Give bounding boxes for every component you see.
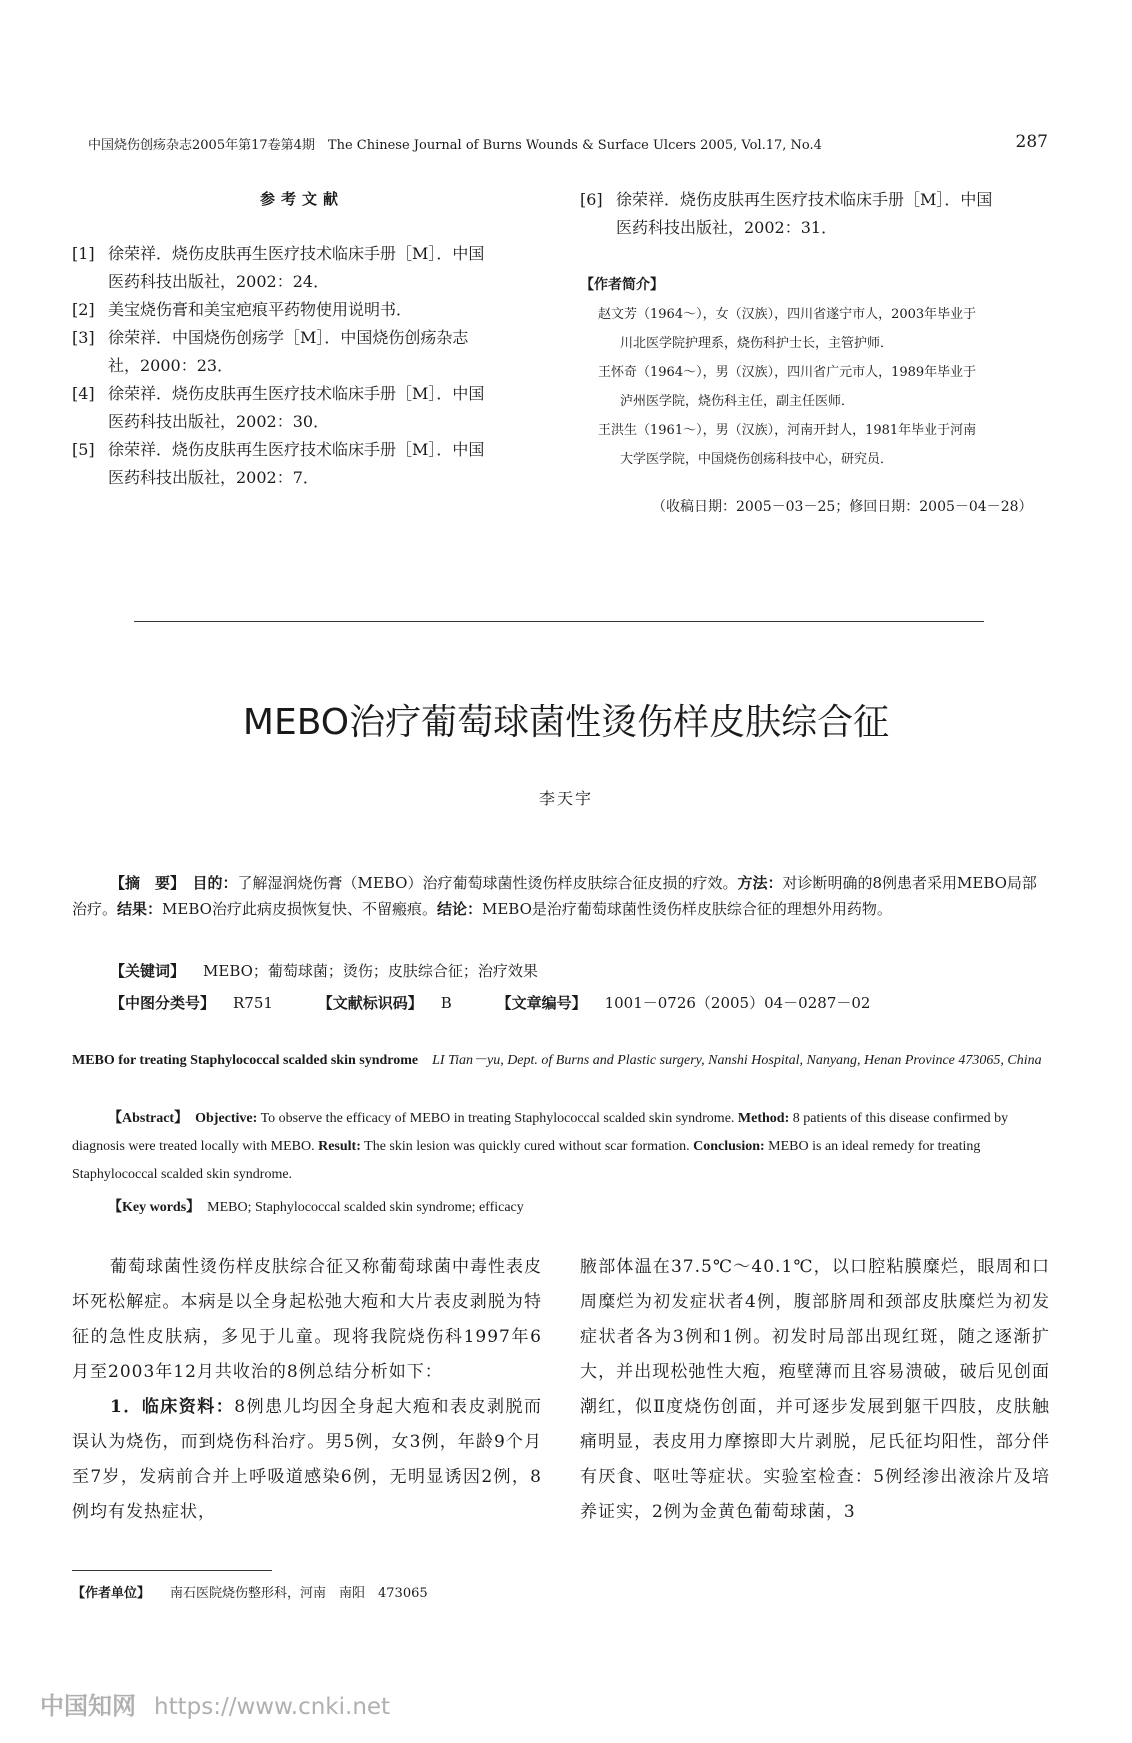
reference-item: [5] 徐荣祥．烧伤皮肤再生医疗技术临床手册［M］．中国 医药科技出版社，2002：7． bbox=[72, 440, 485, 487]
references-title: 参考文献 bbox=[260, 190, 345, 208]
reference-item: [3] 徐荣祥．中国烧伤创疡学［M］．中国烧伤创疡杂志 社，2000：23． bbox=[72, 328, 469, 375]
body-paragraph: 腋部体温在37.5℃～40.1℃，以口腔粘膜糜烂，眼周和口周糜烂为初发症状者4例，腹部脐周和颈部皮肤糜烂为初发症状者各为3例和1例。初发时局部出现红斑，随之逐渐扩大，并出现松弛性大疱，疱壁薄而且容易溃破，破后见创面潮红，似Ⅱ度烧伤创面，并可逐步发展到躯干四肢，皮肤触痛明显，表皮用力摩擦即大片剥脱，尼氏征均阳性，部分伴有厌食、呕吐等症状。实验室检查：5例经渗出液涂片及培养证实，2例为金黄色葡萄球菌，3 bbox=[580, 1257, 1050, 1522]
cnki-watermark bbox=[40, 1686, 390, 1721]
author-affiliation-footnote: 【作者单位】 南石医院烧伤整形科，河南 南阳 473065 bbox=[72, 1586, 428, 1601]
reference-item: [2] 美宝烧伤膏和美宝疤痕平药物使用说明书． bbox=[72, 300, 413, 319]
references-right-column bbox=[580, 186, 1050, 242]
english-title-affiliation: MEBO for treating Staphylococcal scalded skin syndrome LI Tian－yu, Dept. of Burns and Plastic surgery, Nanshi Hospital, Nanyang, Henan Province 473065, China bbox=[72, 1053, 1042, 1068]
reference-item: [4] 徐荣祥．烧伤皮肤再生医疗技术临床手册［M］．中国 医药科技出版社，2002：30． bbox=[72, 384, 485, 431]
author-intro-title: 【作者简介】 bbox=[580, 277, 664, 293]
footnote-rule bbox=[72, 1570, 272, 1571]
author-intro-list bbox=[598, 300, 1048, 474]
reference-item: [1] 徐荣祥．烧伤皮肤再生医疗技术临床手册［M］．中国 医药科技出版社，2002：24． bbox=[72, 244, 485, 291]
abstract-cn: 【摘 要】 目的：了解湿润烧伤膏（MEBO）治疗葡萄球菌性烫伤样皮肤综合征皮损的疗效。方法：对诊断明确的8例患者采用MEBO局部治疗。结果：MEBO治疗此病皮损恢复快、不留瘢痕。结论：MEBO是治疗葡萄球菌性烫伤样皮肤综合征的理想外用药物。 bbox=[72, 874, 1037, 918]
watermark-url: https://www.cnki.net bbox=[154, 1694, 391, 1720]
running-header bbox=[88, 134, 1048, 156]
page-number: 287 bbox=[1015, 132, 1048, 152]
abstract-en: 【Abstract】 Objective: To observe the efficacy of MEBO in treating Staphylococcal scalded skin syndrome. Method: 8 patients of this disease confirmed by diagnosis were treated locally with MEBO. Result: The skin lesion was quickly cured without scar formation. Conclusion: MEBO is an ideal remedy for treating Staphylococcal scalded skin syndrome. bbox=[72, 1111, 1009, 1182]
reference-item: [6] 徐荣祥．烧伤皮肤再生医疗技术临床手册［M］．中国 医药科技出版社，2002：31． bbox=[580, 190, 993, 237]
section-divider bbox=[134, 621, 984, 622]
author-intro-entry: 王洪生（1961～），男（汉族），河南开封人，1981年毕业于河南 大学医学院，中国烧伤创疡科技中心，研究员． bbox=[598, 423, 977, 467]
author-intro-entry: 赵文芳（1964～），女（汉族），四川省遂宁市人，2003年毕业于 川北医学院护理系，烧伤科护士长，主管护师． bbox=[598, 307, 977, 351]
watermark-brand: 中国知网 bbox=[40, 1692, 136, 1720]
journal-citation: 中国烧伤创疡杂志2005年第17卷第4期 The Chinese Journal of Burns Wounds & Surface Ulcers 2005, Vol.17, No.4 bbox=[88, 138, 822, 153]
article-title: MEBO治疗葡萄球菌性烫伤样皮肤综合征 bbox=[242, 702, 890, 743]
body-right-column bbox=[580, 1250, 1050, 1530]
body-paragraph: 1．临床资料：8例患儿均因全身起大疱和表皮剥脱而误认为烧伤，而到烧伤科治疗。男5例，女3例，年龄9个月至7岁，发病前合并上呼吸道感染6例，无明显诱因2例，8例均有发热症状， bbox=[72, 1397, 542, 1522]
keywords-cn: 【关键词】 MEBO；葡萄球菌；烫伤；皮肤综合征；治疗效果 bbox=[110, 962, 538, 980]
classification-line: 【中图分类号】 R751 【文献标识码】 B 【文章编号】 1001－0726（2005）04－0287－02 bbox=[110, 994, 871, 1012]
body-paragraph: 葡萄球菌性烫伤样皮肤综合征又称葡萄球菌中毒性表皮坏死松解症。本病是以全身起松弛大疱和大片表皮剥脱为特征的急性皮肤病，多见于儿童。现将我院烧伤科1997年6月至2003年12月共收治的8例总结分析如下： bbox=[72, 1257, 542, 1382]
body-left-column bbox=[72, 1250, 542, 1530]
keywords-en: 【Key words】 MEBO; Staphylococcal scalded skin syndrome; efficacy bbox=[108, 1200, 524, 1215]
received-dates: （收稿日期：2005－03－25；修回日期：2005－04－28） bbox=[652, 499, 1033, 515]
article-author: 李天宇 bbox=[538, 789, 593, 808]
author-intro-entry: 王怀奇（1964～），男（汉族），四川省广元市人，1989年毕业于 泸州医学院，烧伤科主任，副主任医师． bbox=[598, 365, 977, 409]
references-left-column bbox=[72, 240, 522, 492]
